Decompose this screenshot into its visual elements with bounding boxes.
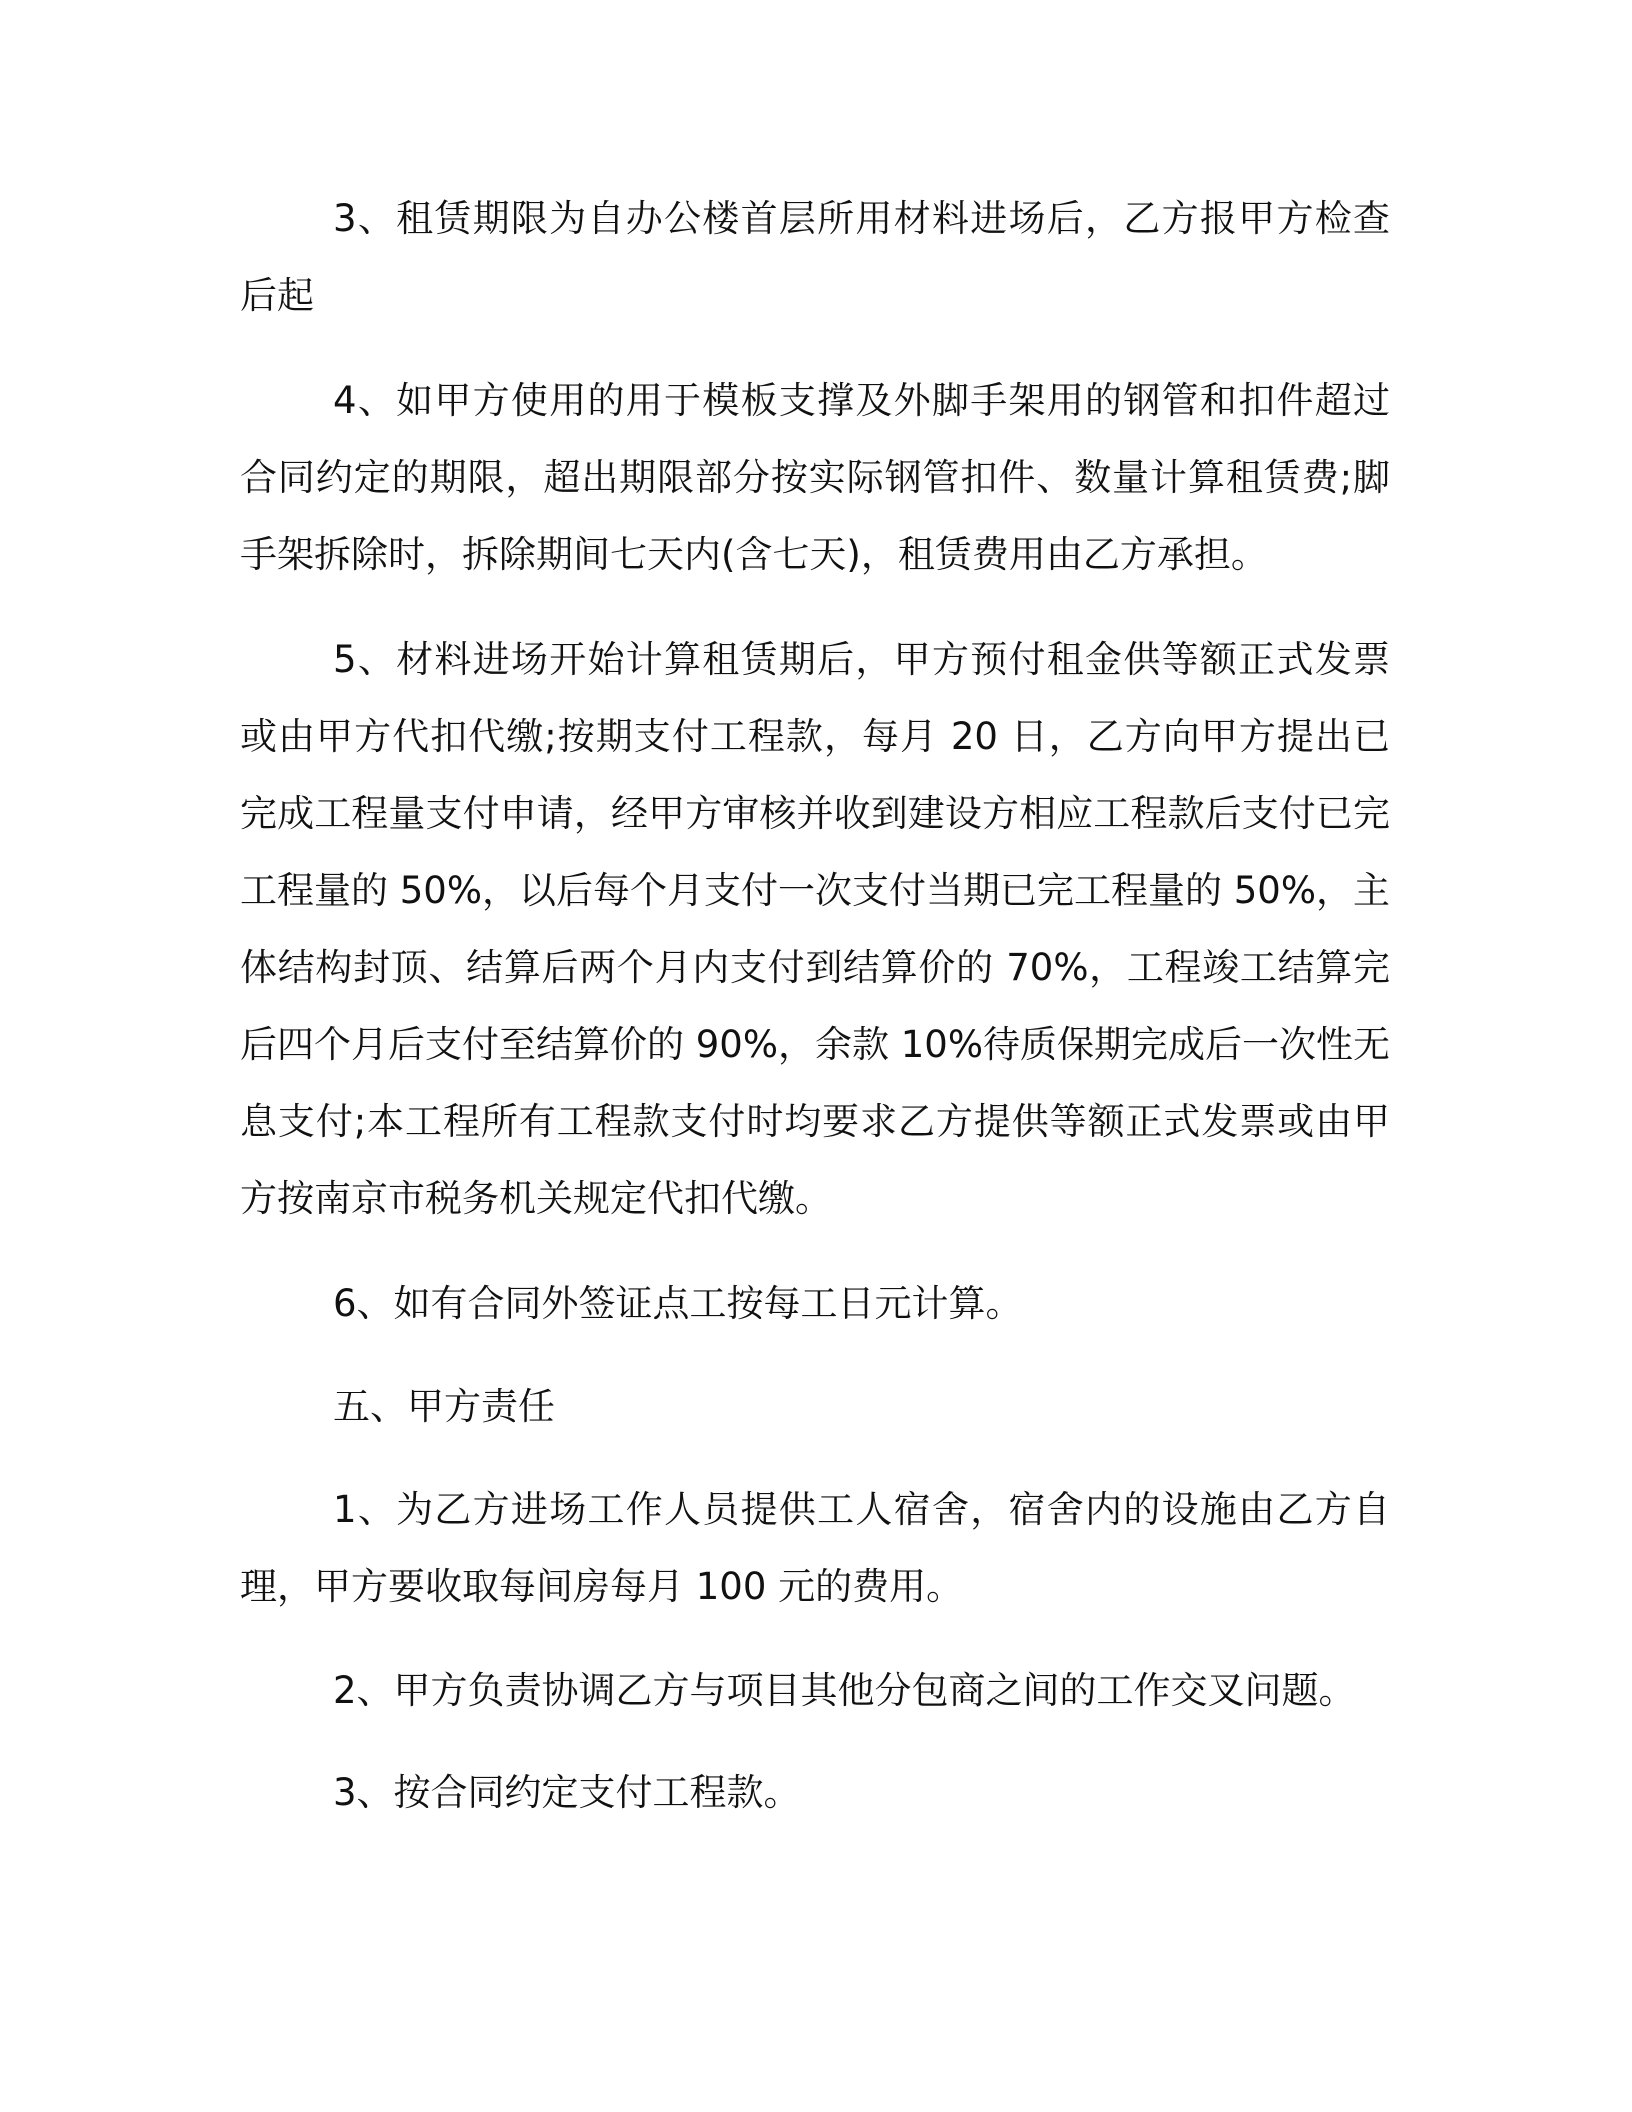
paragraph-overtime-rental: 4、如甲方使用的用于模板支撑及外脚手架用的钢管和扣件超过合同约定的期限，超出期限部分按实际钢管扣件、数量计算租赁费;脚手架拆除时，拆除期间七天内(含七天)，租赁费用由乙方承担。 [240,379,1390,576]
paragraph-pay-progress: 3、按合同约定支付工程款。 [333,1771,801,1814]
paragraph-lease-term: 3、租赁期限为自办公楼首层所用材料进场后，乙方报甲方检查后起 [240,197,1390,317]
paragraph-coordination: 2、甲方负责协调乙方与项目其他分包商之间的工作交叉问题。 [333,1669,1356,1712]
section-heading-party-a-responsibilities: 五、甲方责任 [333,1385,555,1428]
paragraph-extra-work: 6、如有合同外签证点工按每工日元计算。 [333,1282,1023,1325]
paragraph-payment-terms: 5、材料进场开始计算租赁期后，甲方预付租金供等额正式发票或由甲方代扣代缴;按期支付工程款，每月 20 日，乙方向甲方提出已完成工程量支付申请，经甲方审核并收到建设方相应工程款后支付已完工程量的 50%，以后每个月支付一次支付当期已完工程量的 50%，主体结构封顶、结算后两个月内支付到结算价的 70%，工程竣工结算完后四个月后支付至结算价的 90%，余款 10%待质保期完成后一次性无息支付;本工程所有工程款支付时均要求乙方提供等额正式发票或由甲方按南京市税务机关规定代扣代缴。 [240,638,1390,1220]
paragraph-dormitory: 1、为乙方进场工作人员提供工人宿舍，宿舍内的设施由乙方自理，甲方要收取每间房每月 100 元的费用。 [240,1488,1390,1608]
